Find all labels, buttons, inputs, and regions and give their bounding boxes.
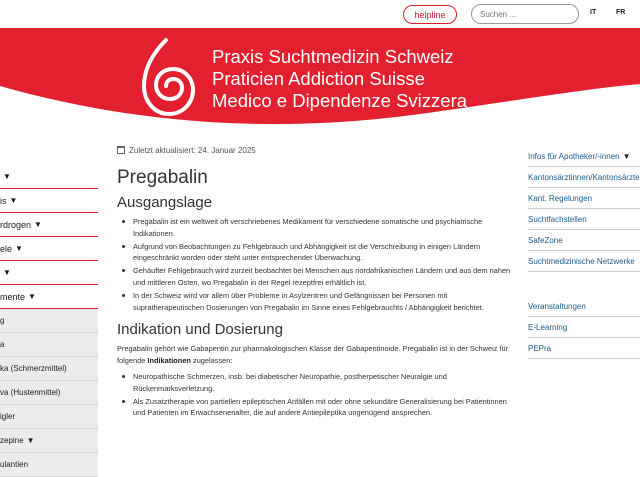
right-nav-link-label: PEPra bbox=[528, 343, 552, 353]
section-title-ausgangslage: Ausgangslage bbox=[117, 194, 213, 211]
sidebar-item-label: rdrogen bbox=[0, 219, 32, 230]
sidebar-item-4[interactable] bbox=[0, 261, 98, 285]
paragraph-bold-text: Indikationen bbox=[147, 356, 191, 366]
chevron-down-icon: ▼ bbox=[28, 292, 36, 301]
sidebar-item-label: ele bbox=[0, 243, 13, 254]
spiral-logo-icon[interactable] bbox=[138, 36, 198, 120]
brand-line-de: Praxis Suchtmedizin Schweiz bbox=[212, 46, 454, 67]
sidebar-item-7[interactable] bbox=[0, 333, 98, 357]
sidebar-item-label: mente bbox=[0, 291, 26, 302]
right-nav-item-label: Suchtfachstellen bbox=[528, 214, 587, 224]
list-item: Pregabalin ist ein weltweit oft verschriebenes Medikament für verschiedene somatische und psychiatrische Indikationen. bbox=[133, 216, 512, 240]
sidebar-item-5[interactable] bbox=[0, 285, 98, 309]
page-title: Pregabalin bbox=[117, 167, 208, 188]
chevron-down-icon: ▼ bbox=[3, 268, 11, 277]
right-nav-item-label: Kantonsärztinnen/Kantonsärzte bbox=[528, 172, 640, 182]
sidebar-item-label: va (Hustenmittel) bbox=[0, 388, 61, 397]
right-nav-item-0[interactable] bbox=[528, 146, 640, 167]
chevron-down-icon: ▼ bbox=[15, 244, 23, 253]
top-bar bbox=[0, 0, 640, 28]
sidebar-item-2[interactable] bbox=[0, 213, 98, 237]
main-content bbox=[117, 142, 512, 420]
search-input[interactable] bbox=[471, 4, 579, 24]
language-link-fr[interactable]: FR bbox=[616, 9, 626, 16]
brand-line-it: Medico e Dipendenze Svizzera bbox=[212, 90, 468, 111]
last-updated bbox=[117, 142, 512, 158]
right-nav-link-2[interactable] bbox=[528, 338, 640, 359]
sidebar-item-12[interactable] bbox=[0, 453, 98, 477]
left-navigation bbox=[0, 165, 98, 477]
sidebar-item-label: ulantien bbox=[0, 460, 29, 469]
section-title-indikation: Indikation und Dosierung bbox=[117, 321, 283, 339]
indikation-list bbox=[133, 371, 512, 419]
chevron-down-icon: ▼ bbox=[3, 172, 11, 181]
sidebar-item-3[interactable] bbox=[0, 237, 98, 261]
chevron-down-icon: ▼ bbox=[622, 151, 631, 161]
right-nav-item-5[interactable] bbox=[528, 251, 640, 272]
sidebar-item-label: ka (Schmerzmittel) bbox=[0, 364, 67, 373]
sidebar-item-6[interactable] bbox=[0, 309, 98, 333]
right-nav-item-3[interactable] bbox=[528, 209, 640, 230]
right-nav-link-label: E-Learning bbox=[528, 322, 568, 332]
right-nav-item-1[interactable] bbox=[528, 167, 640, 188]
right-nav-item-label: Infos für Apotheker/-innen bbox=[528, 151, 620, 161]
indikation-paragraph bbox=[117, 343, 512, 367]
chevron-down-icon: ▼ bbox=[9, 196, 18, 205]
sidebar-item-label: zepine bbox=[0, 436, 24, 445]
brand-line-fr: Praticien Addiction Suisse bbox=[212, 68, 425, 89]
right-nav-item-label: Suchtmedizinische Netzwerke bbox=[528, 256, 635, 266]
sidebar-item-label: is bbox=[0, 195, 7, 206]
right-nav-link-1[interactable] bbox=[528, 317, 640, 338]
chevron-down-icon: ▼ bbox=[26, 436, 35, 445]
calendar-icon bbox=[117, 146, 125, 154]
sidebar-item-label: a bbox=[0, 340, 5, 349]
sidebar-item-0[interactable] bbox=[0, 165, 98, 189]
list-item: Als Zusatztherapie von partiellen epileptischen Anfällen mit oder ohne sekundäre Generalisierung bei Patientinnen und Patienten im Erwachsenenalter, die auf andere Antiepileptika ungenügend ansprechen. bbox=[133, 396, 512, 420]
right-nav-item-4[interactable] bbox=[528, 230, 640, 251]
right-nav-link-label: Veranstaltungen bbox=[528, 301, 586, 311]
paragraph-text: Pregabalin gehört wie Gabapentin zur pharmakologischen Klasse der Gabapentinoide. Pregabalin ist in der Schweiz für folgende bbox=[117, 344, 509, 366]
sidebar-item-9[interactable] bbox=[0, 381, 98, 405]
header-banner bbox=[0, 28, 640, 126]
sidebar-item-1[interactable] bbox=[0, 189, 98, 213]
sidebar-item-label: g bbox=[0, 316, 5, 325]
list-item: Gehäufter Fehlgebrauch wird zurzeit beobachtet bei Menschen aus nordafrikanischen Ländern und aus dem nahen und mittleren Osten, wo Pregabalin in der Regel rezeptfrei erhältlich ist. bbox=[133, 266, 511, 287]
sidebar-item-11[interactable] bbox=[0, 429, 98, 453]
paragraph-text-end: zugelassen: bbox=[190, 356, 233, 366]
sidebar-item-10[interactable] bbox=[0, 405, 98, 429]
language-link-it[interactable]: IT bbox=[590, 9, 597, 16]
right-nav-item-label: SafeZone bbox=[528, 235, 563, 245]
list-item: Neuropathische Schmerzen, insb. bei diabetischer Neuropathie, postherpetischer Neuralgie und Rückenmarksverletzung. bbox=[133, 371, 512, 395]
sidebar-item-label: igler bbox=[0, 412, 16, 421]
list-item: In der Schweiz wird vor allem über Probleme in Asylzentren und Gefängnissen bei Personen mit supratherapeutischen Dosierungen von Pregabalin im Sinne eines Fehlgebrauchts / Abhängigkeit berichtet. bbox=[133, 290, 512, 314]
helpline-button[interactable]: helpline bbox=[403, 5, 457, 24]
right-navigation bbox=[528, 146, 640, 359]
list-item: Aufgrund von Beobachtungen zu Fehlgebrauch und Abhängigkeit ist die Verschreibung in einigen Ländern eingeschränkt worden oder steht unter entsprechender Überwachung. bbox=[133, 241, 512, 265]
ausgangslage-list bbox=[133, 216, 512, 313]
last-updated-text: Zuletzt aktualisiert: 24. Januar 2025 bbox=[129, 145, 256, 155]
right-nav-item-label: Kant. Regelungen bbox=[528, 193, 593, 203]
right-nav-item-2[interactable] bbox=[528, 188, 640, 209]
right-nav-link-0[interactable] bbox=[528, 296, 640, 317]
brand-title bbox=[212, 46, 467, 112]
chevron-down-icon: ▼ bbox=[34, 220, 42, 229]
sidebar-item-8[interactable] bbox=[0, 357, 98, 381]
